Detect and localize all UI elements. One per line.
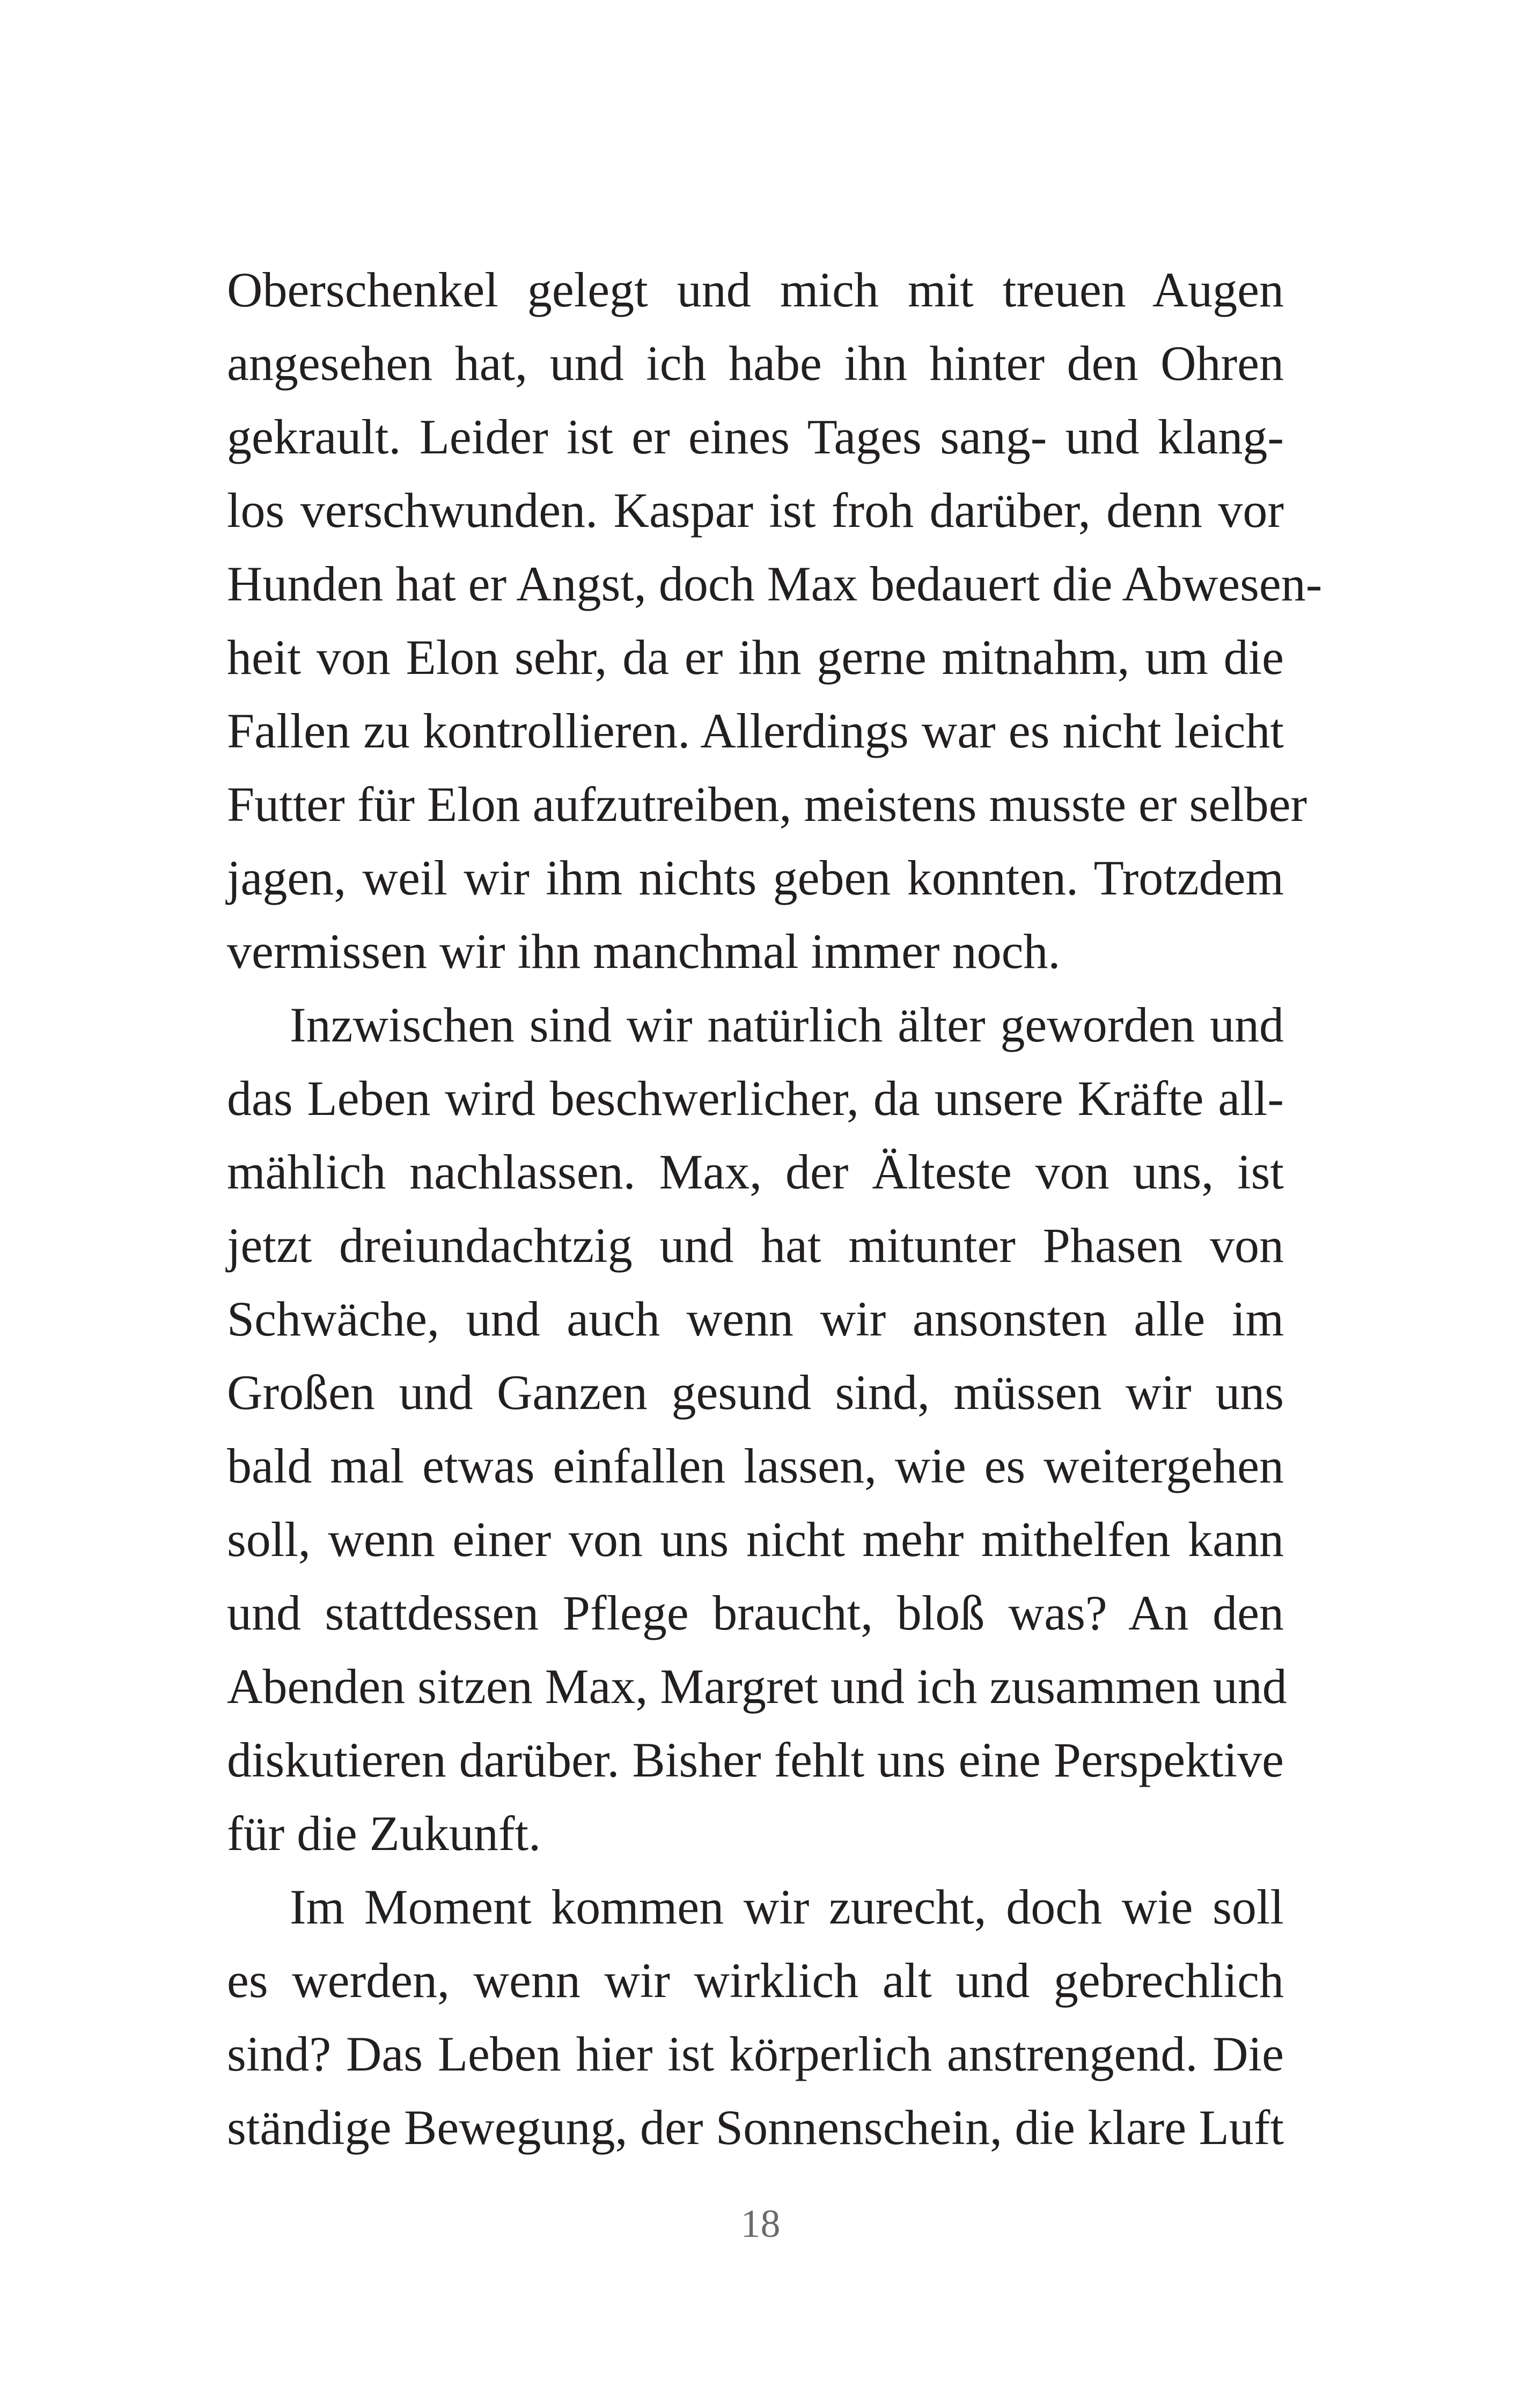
text-line: vermissen wir ihn manchmal immer noch. bbox=[227, 924, 1061, 979]
text-line: für die Zukunft. bbox=[227, 1806, 541, 1861]
text-line: und stattdessen Pflege braucht, bloß was? An den bbox=[227, 1585, 1284, 1640]
page-number: 18 bbox=[740, 2202, 781, 2246]
text-line: Fallen zu kontrollieren. Allerdings war es nicht leicht bbox=[227, 703, 1284, 758]
paragraph-first-line: Im Moment kommen wir zurecht, doch wie soll bbox=[290, 1880, 1284, 1934]
text-line: gekrault. Leider ist er eines Tages sang- und klang- bbox=[227, 409, 1284, 464]
text-line: mählich nachlassen. Max, der Älteste von uns, ist bbox=[227, 1144, 1284, 1199]
text-line: Schwäche, und auch wenn wir ansonsten alle im bbox=[227, 1291, 1284, 1346]
body-text bbox=[227, 253, 1322, 2164]
text-line: soll, wenn einer von uns nicht mehr mithelfen kann bbox=[227, 1512, 1284, 1567]
text-line: diskutieren darüber. Bisher fehlt uns eine Perspektive bbox=[227, 1732, 1284, 1787]
text-line: ständige Bewegung, der Sonnenschein, die klare Luft bbox=[227, 2100, 1284, 2155]
text-line: heit von Elon sehr, da er ihn gerne mitnahm, um die bbox=[227, 630, 1284, 685]
text-line: Futter für Elon aufzutreiben, meistens musste er selber bbox=[227, 777, 1307, 832]
text-line: los verschwunden. Kaspar ist froh darüber, denn vor bbox=[227, 483, 1284, 538]
text-line: es werden, wenn wir wirklich alt und gebrechlich bbox=[227, 1953, 1284, 2008]
text-line: Großen und Ganzen gesund sind, müssen wir uns bbox=[227, 1365, 1284, 1420]
text-line: jagen, weil wir ihm nichts geben konnten. Trotzdem bbox=[227, 850, 1284, 905]
text-line: Hunden hat er Angst, doch Max bedauert die Abwesen- bbox=[227, 556, 1322, 611]
text-line: jetzt dreiundachtzig und hat mitunter Phasen von bbox=[227, 1218, 1284, 1273]
text-line: das Leben wird beschwerlicher, da unsere Kräfte all- bbox=[227, 1071, 1284, 1126]
text-line: angesehen hat, und ich habe ihn hinter den Ohren bbox=[227, 336, 1284, 391]
text-line: Oberschenkel gelegt und mich mit treuen Augen bbox=[227, 262, 1284, 317]
text-line: bald mal etwas einfallen lassen, wie es weitergehen bbox=[227, 1438, 1284, 1493]
paragraph-first-line: Inzwischen sind wir natürlich älter geworden und bbox=[290, 997, 1284, 1052]
text-line: sind? Das Leben hier ist körperlich anstrengend. Die bbox=[227, 2027, 1284, 2081]
text-line: Abenden sitzen Max, Margret und ich zusammen und bbox=[227, 1659, 1287, 1714]
